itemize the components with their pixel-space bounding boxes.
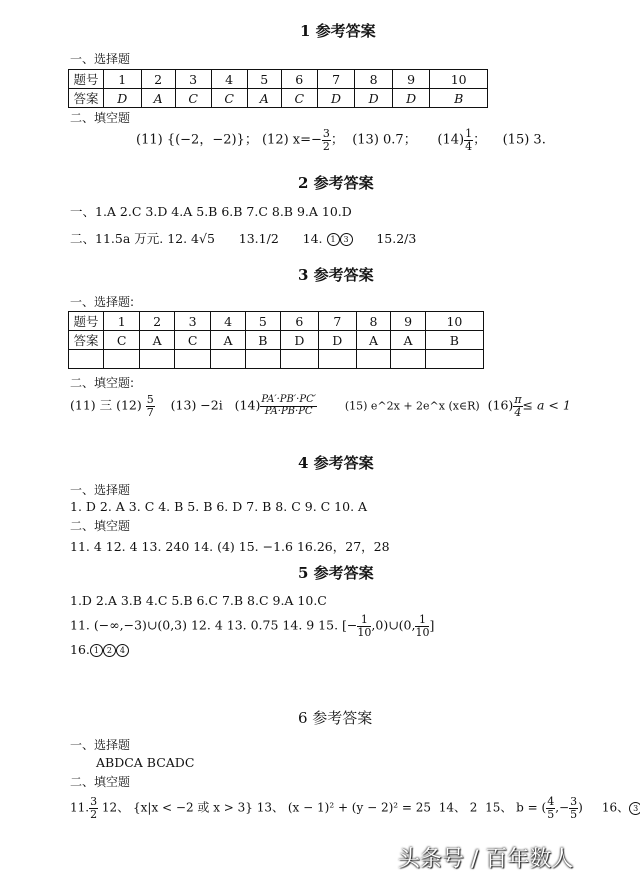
- s2-q15: 15.2/3: [376, 231, 417, 246]
- s1-q12: (12) x=−: [261, 132, 322, 148]
- table-cell: 10: [425, 312, 483, 331]
- s6-q15-frac-2: [569, 796, 578, 820]
- table-cell: 7: [318, 312, 356, 331]
- s6-q15: 15、 b = (: [485, 800, 547, 815]
- section-1-answer-table: [68, 69, 488, 108]
- table-cell: 1: [104, 312, 140, 331]
- table-cell: [245, 350, 280, 369]
- section-3-fill-heading: 二、填空题:: [70, 376, 135, 390]
- section-2-fill-line: [70, 229, 416, 247]
- table-cell: 2: [141, 70, 175, 89]
- section-4-choice-line: 1. D 2. A 3. C 4. B 5. B 6. D 7. B 8. C 9. C 10. A: [70, 499, 368, 514]
- table-cell: 4: [211, 70, 247, 89]
- table-cell: 3: [175, 70, 211, 89]
- s5-frac-1: [357, 614, 371, 638]
- section-5-choice-line: 1.D 2.A 3.B 4.C 5.B 6.C 7.B 8.C 9.A 10.C: [70, 593, 327, 608]
- table-cell: A: [140, 331, 175, 350]
- table-cell: 9: [392, 70, 430, 89]
- s1-q12-frac: [322, 128, 331, 152]
- s6-q13: 13、 (x − 1)² + (y − 2)² = 25: [256, 800, 432, 815]
- s6-q15-mid: ,−: [555, 800, 570, 815]
- table-cell: [280, 350, 318, 369]
- s3-q14-frac: [260, 395, 317, 417]
- table-cell: 6: [280, 312, 318, 331]
- section-6-fill-line: [70, 796, 640, 820]
- numerator: 1: [415, 614, 429, 627]
- numerator: 3: [570, 795, 578, 808]
- circled-1-icon: 1: [90, 644, 103, 657]
- s5-frac-2: [415, 614, 429, 638]
- section-2-title: 2 参考答案: [298, 174, 374, 192]
- s1-q14-frac: [464, 128, 473, 152]
- table-cell: 3: [174, 312, 210, 331]
- row-head-answer: 答案: [69, 89, 104, 108]
- section-1-fill-heading: 二、填空题: [70, 111, 131, 125]
- numerator: 3: [322, 127, 330, 140]
- s1-q12-post: ；: [330, 132, 344, 148]
- table-cell: C: [175, 89, 211, 108]
- table-cell: [69, 350, 104, 369]
- s2-sqrt5: √5: [199, 231, 215, 246]
- section-6-title: 6 参考答案: [298, 709, 373, 727]
- denominator: 10: [357, 625, 372, 639]
- s3-q15: (15) e^2x + 2e^x (x∈R): [344, 399, 480, 413]
- table-cell: 7: [317, 70, 355, 89]
- table-cell: C: [104, 331, 140, 350]
- table-cell: 1: [104, 70, 142, 89]
- section-4-fill-line: 11. 4 12. 4 13. 240 14. (4) 15. −1.6 16.26，27，28: [70, 539, 390, 554]
- denominator: 7: [146, 405, 154, 419]
- table-cell: [174, 350, 210, 369]
- numerator: 3: [90, 795, 98, 808]
- numerator: 5: [146, 393, 154, 406]
- table-cell: 4: [211, 312, 246, 331]
- table-cell: 6: [281, 70, 317, 89]
- table-cell: A: [356, 331, 391, 350]
- section-3-fill-answers: [70, 394, 571, 418]
- table-cell: D: [392, 89, 430, 108]
- s1-q14-post: ；: [473, 132, 487, 148]
- section-4-title: 4 参考答案: [298, 454, 374, 472]
- section-4-choice-heading: 一、选择题: [70, 483, 131, 497]
- table-cell: D: [280, 331, 318, 350]
- row-head-answer: 答案: [69, 331, 104, 350]
- s1-q11: (11) {(−2，−2)}；: [136, 132, 258, 148]
- table-cell: B: [425, 331, 483, 350]
- s3-q13: (13) −2i: [170, 397, 223, 413]
- denominator: 4: [465, 139, 473, 153]
- section-3-title: 3 参考答案: [298, 266, 374, 284]
- circled-3-icon: 3: [340, 233, 353, 246]
- table-cell: [140, 350, 175, 369]
- table-cell: C: [211, 89, 247, 108]
- section-6-choice-line: ABDCA BCADC: [96, 755, 195, 770]
- section-3-choice-heading: 一、选择题:: [70, 295, 135, 309]
- table-cell: C: [281, 89, 317, 108]
- s6-q11-frac: [89, 796, 98, 820]
- section-5-title: 5 参考答案: [298, 564, 374, 582]
- s1-q14: (14): [437, 132, 465, 148]
- s1-q13: (13) 0.7；: [352, 132, 417, 148]
- denominator: 2: [90, 807, 98, 821]
- section-5-q16: [70, 642, 129, 657]
- s6-q11: 11.: [70, 800, 90, 815]
- s3-q12-frac: [146, 394, 155, 418]
- denominator: PA·PB·PC: [264, 405, 313, 417]
- circled-4-icon: 4: [116, 644, 129, 657]
- section-4-fill-heading: 二、填空题: [70, 519, 131, 533]
- s5-fill-c: ]: [429, 617, 435, 633]
- s6-q15-frac-1: [546, 796, 555, 820]
- s3-q16-post: ≤ a < 1: [522, 397, 571, 413]
- section-6-choice-heading: 一、选择题: [70, 738, 131, 752]
- watermark: 头条号 / 百年数人: [398, 847, 574, 872]
- s1-q15: (15) 3.: [502, 132, 546, 148]
- section-1-choice-heading: 一、选择题: [70, 52, 131, 66]
- circled-3-icon: 3: [629, 802, 640, 815]
- s6-q16: 16、: [601, 800, 630, 815]
- denominator: 2: [322, 139, 330, 153]
- circled-1-icon: 1: [327, 233, 340, 246]
- table-cell: [318, 350, 356, 369]
- table-cell: [356, 350, 391, 369]
- table-cell: D: [317, 89, 355, 108]
- row-head-number: 题号: [69, 70, 104, 89]
- table-cell: 8: [355, 70, 393, 89]
- denominator: 5: [570, 807, 578, 821]
- table-row: [69, 350, 484, 369]
- table-cell: 5: [245, 312, 280, 331]
- table-cell: B: [430, 89, 488, 108]
- numerator: 1: [465, 127, 473, 140]
- circled-2-icon: 2: [103, 644, 116, 657]
- table-cell: [425, 350, 483, 369]
- table-row: [69, 70, 488, 89]
- section-6-fill-heading: 二、填空题: [70, 775, 131, 789]
- table-row: [69, 312, 484, 331]
- table-cell: 5: [247, 70, 281, 89]
- table-cell: D: [355, 89, 393, 108]
- s3-q11: (11) 三 (12): [70, 397, 142, 413]
- section-1-fill-answers: [136, 128, 546, 152]
- s6-q12: 12、 {x|x < −2 或 x > 3}: [101, 800, 253, 815]
- section-3-answer-table: [68, 311, 484, 369]
- numerator: PA′·PB′·PC′: [261, 394, 316, 406]
- table-cell: [391, 350, 426, 369]
- s2-fill-a: 二、11.5a 万元. 12. 4: [70, 231, 200, 246]
- denominator: 5: [547, 807, 555, 821]
- s6-q15-post: ): [578, 800, 583, 815]
- denominator: 4: [514, 405, 522, 419]
- numerator: 1: [357, 614, 371, 627]
- numerator: 4: [547, 795, 555, 808]
- table-cell: [211, 350, 246, 369]
- table-cell: D: [318, 331, 356, 350]
- table-cell: B: [245, 331, 280, 350]
- table-row: [69, 89, 488, 108]
- table-cell: A: [391, 331, 426, 350]
- row-head-number: 题号: [69, 312, 104, 331]
- s3-q16-frac: [513, 394, 522, 418]
- s5-fill-b: ,0)∪(0,: [371, 617, 416, 633]
- section-1-title: 1 参考答案: [300, 22, 376, 40]
- numerator: π: [514, 393, 522, 406]
- table-cell: A: [247, 89, 281, 108]
- table-cell: 8: [356, 312, 391, 331]
- s3-q14: (14): [234, 397, 261, 413]
- table-cell: [104, 350, 140, 369]
- denominator: 10: [415, 625, 430, 639]
- table-cell: A: [211, 331, 246, 350]
- table-row: [69, 331, 484, 350]
- s3-q16: (16): [487, 397, 514, 413]
- table-cell: 9: [391, 312, 426, 331]
- s2-q13: 13.1/2: [238, 231, 279, 246]
- section-2-choice-line: 一、1.A 2.C 3.D 4.A 5.B 6.B 7.C 8.B 9.A 10.D: [70, 204, 352, 219]
- s6-q14: 14、 2: [438, 800, 478, 815]
- s5-q16-label: 16.: [70, 642, 90, 657]
- s2-q14: 14.: [302, 231, 323, 246]
- table-cell: C: [174, 331, 210, 350]
- s5-fill-a: 11. (−∞,−3)∪(0,3) 12. 4 13. 0.75 14. 9 15. [−: [70, 617, 358, 633]
- table-cell: 10: [430, 70, 488, 89]
- table-cell: A: [141, 89, 175, 108]
- table-cell: D: [104, 89, 142, 108]
- section-5-fill-line: [70, 614, 434, 638]
- table-cell: 2: [140, 312, 175, 331]
